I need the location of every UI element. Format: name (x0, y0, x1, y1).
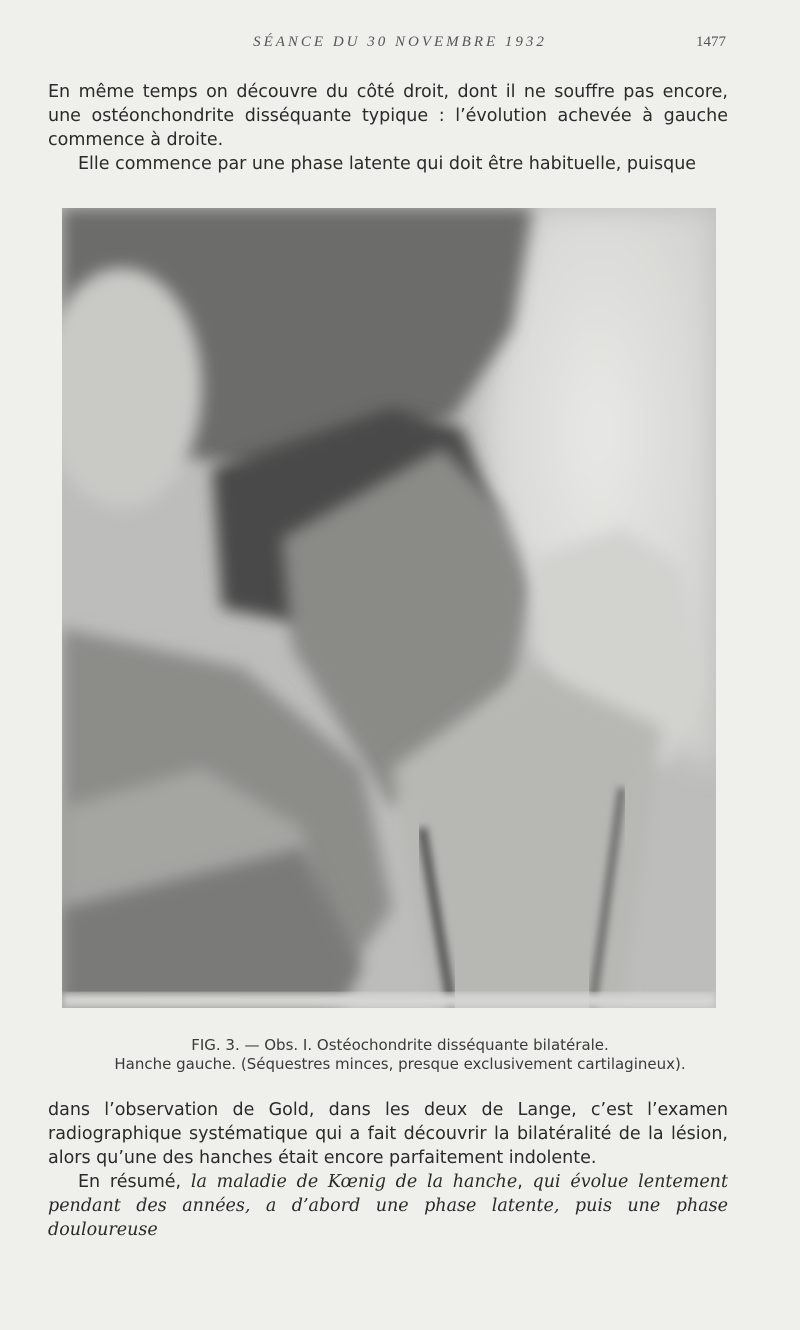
caption-line-2: Hanche gauche. (Séquestres minces, presque exclusivement cartilagineux). (114, 1055, 686, 1073)
paragraph-2: Elle commence par une phase latente qui doit être habituelle, puisque (78, 154, 697, 174)
top-text-block (48, 80, 728, 176)
paragraph-4 (48, 1170, 728, 1242)
caption-line-1: FIG. 3. — Obs. I. Ostéochondrite disséquante bilatérale. (191, 1036, 609, 1054)
paragraph-3: dans l’observation de Gold, dans les deux de Lange, c’est l’examen radiographique systématique qui a fait découvrir la bilatéralité de la lésion, alors qu’une des hanches était encore parfaitement indolente. (48, 1100, 728, 1168)
radiograph-figure (62, 208, 716, 1008)
bottom-text-block (48, 1098, 728, 1242)
running-title: SÉANCE DU 30 NOVEMBRE 1932 (253, 34, 547, 50)
page-number: 1477 (696, 34, 726, 50)
running-header (0, 34, 800, 58)
disease-name-italic: la maladie de Kœnig de la hanche (190, 1172, 518, 1192)
summary-comma: , (517, 1172, 533, 1192)
paragraph-1: En même temps on découvre du côté droit, dont il ne souffre pas encore, une ostéonchondrite disséquante typique : l’évolution achevée à gauche commence à droite. (48, 82, 728, 150)
summary-italic: qui évolue lentement pendant des années, a d’abord une phase latente, puis une phase douloureuse (48, 1172, 728, 1240)
figure-caption (40, 1036, 760, 1074)
summary-intro: En résumé, (78, 1172, 191, 1192)
radiograph-image (62, 208, 716, 1008)
